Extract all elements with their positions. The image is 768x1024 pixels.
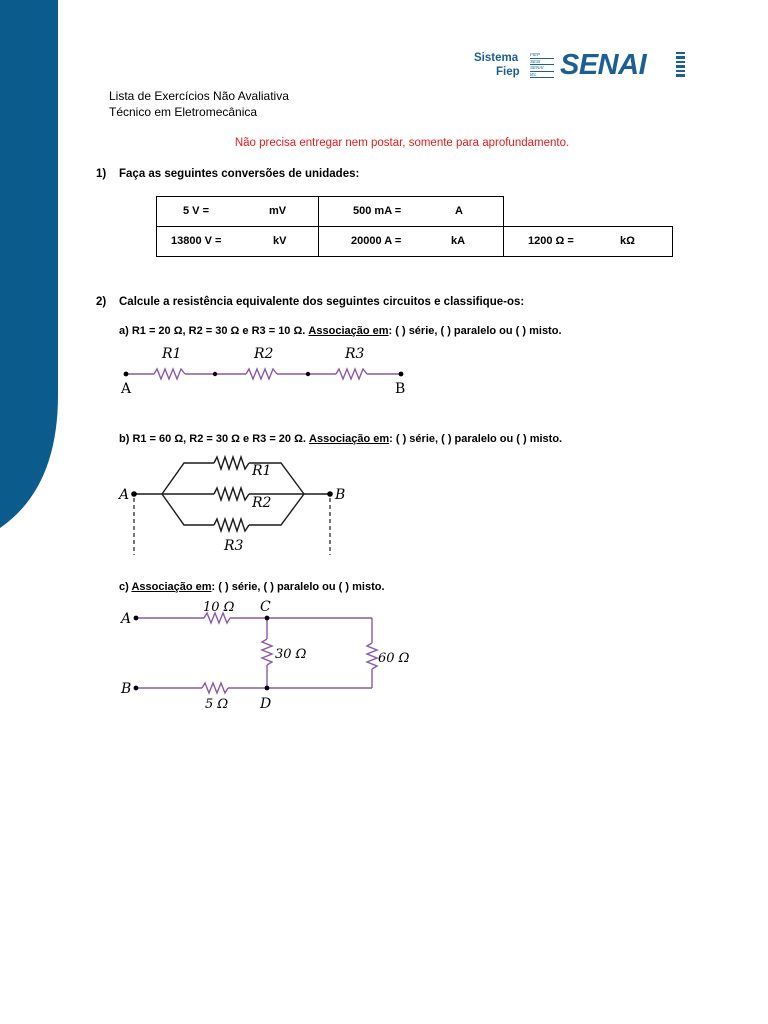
node-d-label: D (260, 696, 272, 712)
question-2-text: Calcule a resistência equivalente dos seguintes circuitos e classifique-os: (119, 296, 525, 308)
red-note: Não precisa entregar nem postar, somente para aprofundamento. (234, 137, 570, 149)
resistor-label: R1 (252, 463, 272, 479)
node-a-label: A (119, 487, 130, 503)
node-b-label: B (121, 681, 132, 697)
resistor-label: 10 Ω (203, 600, 235, 615)
item-b-text: b) R1 = 60 Ω, R2 = 30 Ω e R3 = 20 Ω. Associação em: ( ) série, ( ) paralelo ou ( ) misto. (119, 433, 563, 445)
resistor-label: R1 (162, 346, 182, 362)
logo-stripes (676, 52, 685, 79)
circuit-a-diagram (118, 343, 410, 401)
node-b-label: B (335, 487, 346, 503)
circuit-c-diagram (118, 597, 412, 713)
table-row (157, 197, 673, 227)
node-a-label: A (121, 381, 132, 397)
header-title: Lista de Exercícios Não Avaliativa (109, 89, 289, 103)
resistor-label: R2 (254, 346, 274, 362)
resistor-label: 5 Ω (205, 697, 229, 712)
node-a-label: A (121, 611, 132, 627)
resistor-label: R3 (224, 538, 244, 554)
question-2-number: 2) (96, 296, 107, 308)
question-1-text: Faça as seguintes conversões de unidades: (119, 168, 360, 180)
resistor-label: R2 (252, 495, 272, 511)
table-cell: 500 mA = A (319, 197, 504, 227)
conversion-table (156, 196, 673, 257)
question-1 (96, 168, 359, 180)
resistor-label: R3 (345, 346, 365, 362)
logo-sistema-text: Sistema (474, 52, 519, 64)
question-1-number: 1) (96, 168, 107, 180)
circuit-b-diagram (118, 449, 350, 557)
table-cell: 13800 V = kV (157, 227, 319, 257)
senai-logo (472, 48, 688, 86)
question-2 (96, 296, 524, 308)
node-b-label: B (395, 381, 406, 397)
logo-fiep-text: Fiep (496, 66, 520, 78)
header-course: Técnico em Eletromecânica (109, 105, 258, 119)
node-c-label: C (260, 599, 271, 615)
item-a-text: a) R1 = 20 Ω, R2 = 30 Ω e R3 = 10 Ω. Associação em: ( ) série, ( ) paralelo ou ( ) misto. (119, 325, 562, 337)
resistor-label: 60 Ω (378, 651, 410, 666)
logo-senai-text: SENAI (560, 49, 647, 81)
logo-entities: FIEP SESI SENAI IEL (530, 52, 554, 78)
item-c-text: c) Associação em: ( ) série, ( ) paralelo ou ( ) misto. (119, 581, 385, 593)
table-cell: 5 V = mV (157, 197, 319, 227)
table-row (157, 227, 673, 257)
table-cell: 1200 Ω = kΩ (504, 227, 673, 257)
table-cell: 20000 A = kA (319, 227, 504, 257)
resistor-label: 30 Ω (275, 647, 307, 662)
left-decorative-band (0, 0, 60, 1024)
